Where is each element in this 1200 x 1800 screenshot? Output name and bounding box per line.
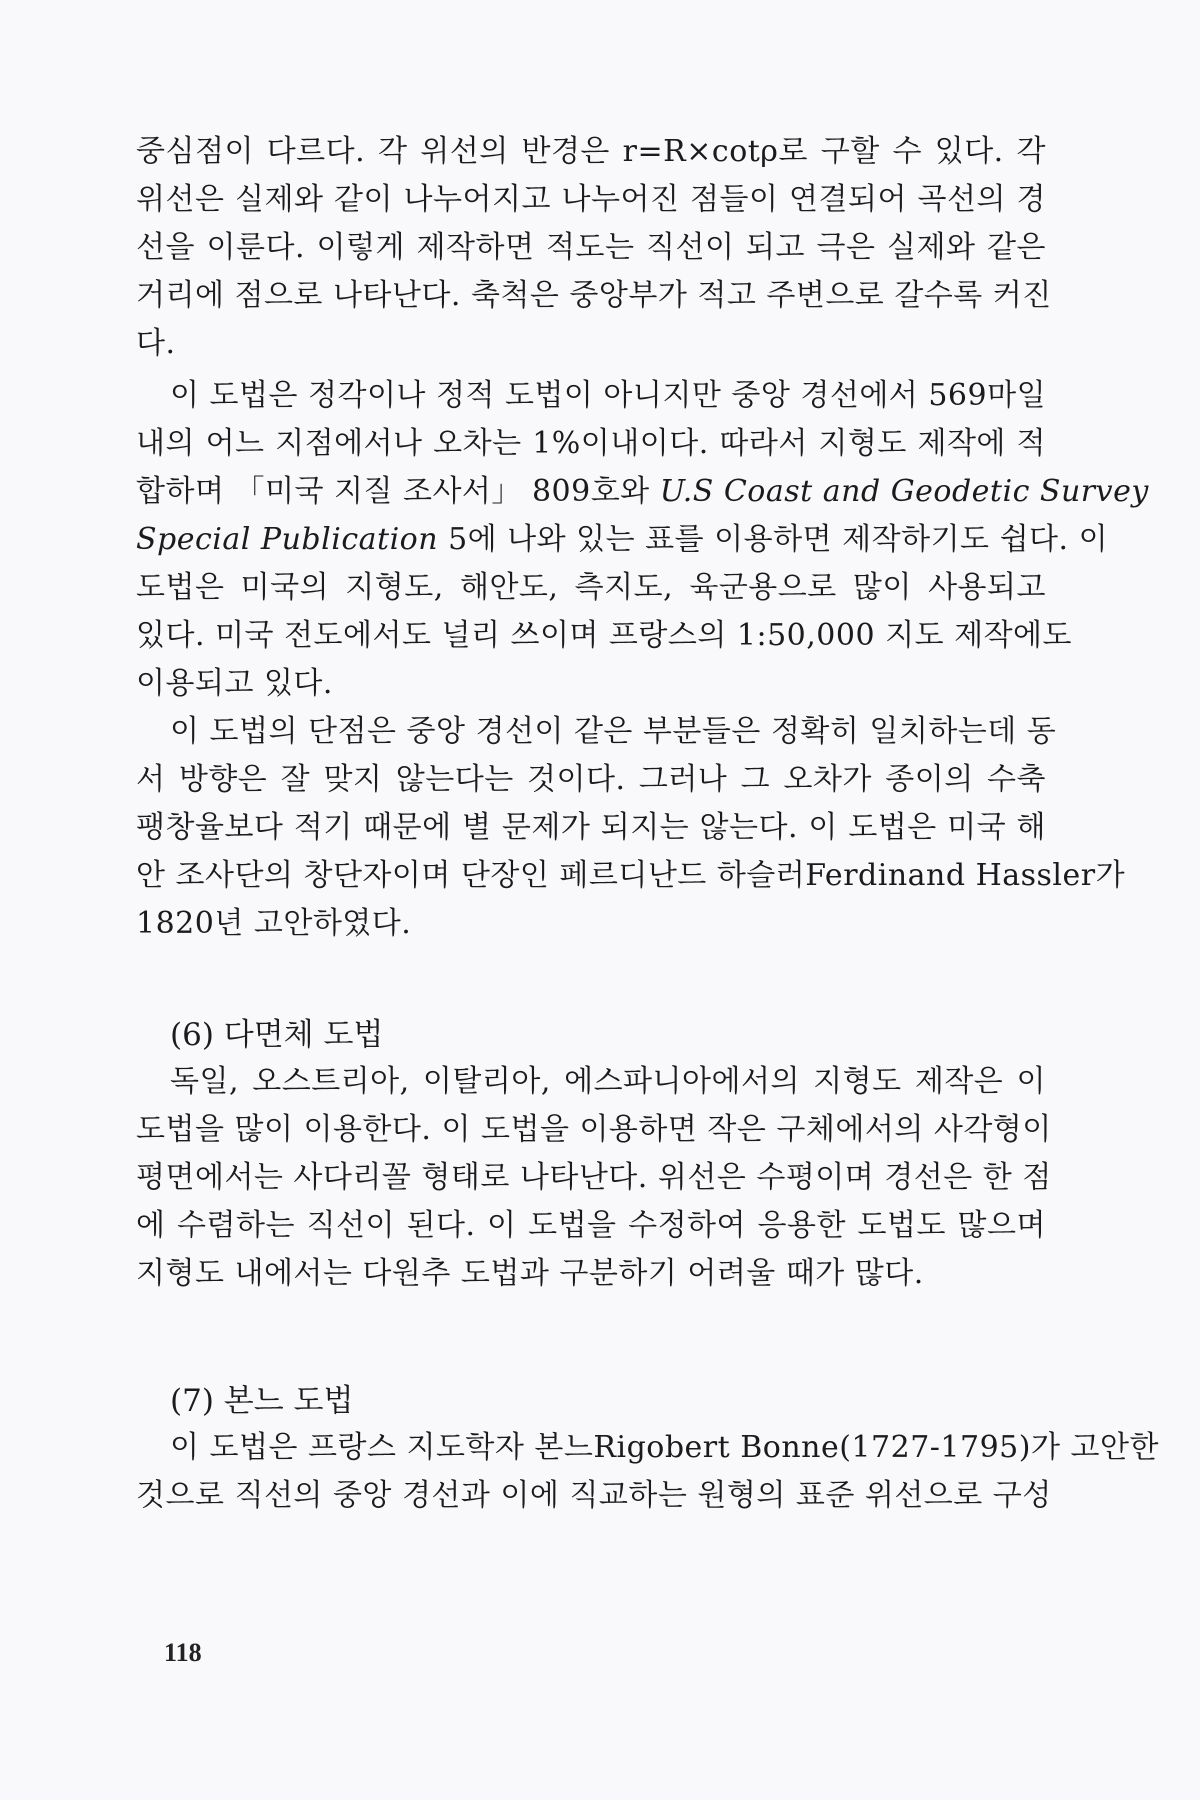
paragraph-line: 에 수렴하는 직선이 된다. 이 도법을 수정하여 응용한 도법도 많으며	[136, 1208, 1046, 1243]
page-number: 118	[164, 1638, 202, 1667]
paragraph-line: 지형도 내에서는 다원추 도법과 구분하기 어려울 때가 많다.	[136, 1256, 924, 1291]
paragraph-line: 있다. 미국 전도에서도 널리 쓰이며 프랑스의 1:50,000 지도 제작에도	[136, 618, 1073, 653]
paragraph-line: 독일, 오스트리아, 이탈리아, 에스파니아에서의 지형도 제작은 이	[170, 1064, 1046, 1099]
paragraph-line: 안 조사단의 창단자이며 단장인 페르디난드 하슬러Ferdinand Hassler가	[136, 858, 1126, 893]
paragraph-line: 위선은 실제와 같이 나누어지고 나누어진 점들이 연결되어 곡선의 경	[136, 182, 1046, 217]
section-heading: (6) 다면체 도법	[170, 1017, 384, 1053]
paragraph-line: 이 도법은 정각이나 정적 도법이 아니지만 중앙 경선에서 569마일	[170, 378, 1047, 413]
paragraph-line: 서 방향은 잘 맞지 않는다는 것이다. 그러나 그 오차가 종이의 수축	[136, 762, 1046, 797]
paragraph-line: 선을 이룬다. 이렇게 제작하면 적도는 직선이 되고 극은 실제와 같은	[136, 230, 1046, 265]
paragraph-line: 도법은 미국의 지형도, 해안도, 측지도, 육군용으로 많이 사용되고	[136, 570, 1046, 605]
paragraph-1	[136, 128, 1052, 368]
paragraph-line	[136, 468, 1149, 516]
paragraph-line: 팽창율보다 적기 때문에 별 문제가 되지는 않는다. 이 도법은 미국 해	[136, 810, 1046, 845]
paragraph-line: 평면에서는 사다리꼴 형태로 나타난다. 위선은 수평이며 경선은 한 점	[136, 1160, 1052, 1195]
paragraph-line: 1820년 고안하였다.	[136, 906, 412, 941]
paragraph-line: 다.	[136, 326, 176, 361]
paragraph-line: 이 도법의 단점은 중앙 경선이 같은 부분들은 정확히 일치하는데 동	[170, 714, 1057, 749]
publication-name-italic: Special Publication	[136, 522, 439, 557]
paragraph-line: 내의 어느 지점에서나 오차는 1%이내이다. 따라서 지형도 제작에 적	[136, 426, 1046, 461]
publication-title-italic: U.S Coast and Geodetic Survey	[659, 474, 1149, 509]
paragraph-line: 도법을 많이 이용한다. 이 도법을 이용하면 작은 구체에서의 사각형이	[136, 1112, 1052, 1147]
paragraph-line-text: 합하며 「미국 지질 조사서」 809호와	[136, 474, 660, 509]
paragraph-line: 이용되고 있다.	[136, 666, 333, 701]
paragraph-line: 이 도법은 프랑스 지도학자 본느Rigobert Bonne(1727-1795)가 고안한	[170, 1430, 1159, 1465]
paragraph-2	[136, 372, 1149, 708]
paragraph-line: 거리에 점으로 나타난다. 축척은 중앙부가 적고 주변으로 갈수록 커진	[136, 278, 1052, 313]
section-6	[136, 1012, 1052, 1298]
paragraph-line	[136, 516, 1109, 564]
paragraph-3	[136, 708, 1126, 948]
paragraph-line: 중심점이 다르다. 각 위선의 반경은 r=R×cotρ로 구할 수 있다. 각	[136, 134, 1046, 169]
paragraph-line-text: 5에 나와 있는 표를 이용하면 제작하기도 쉽다. 이	[438, 522, 1109, 557]
section-7	[136, 1378, 1159, 1520]
paragraph-line: 것으로 직선의 중앙 경선과 이에 직교하는 원형의 표준 위선으로 구성	[136, 1478, 1052, 1513]
section-heading: (7) 본느 도법	[170, 1383, 354, 1419]
